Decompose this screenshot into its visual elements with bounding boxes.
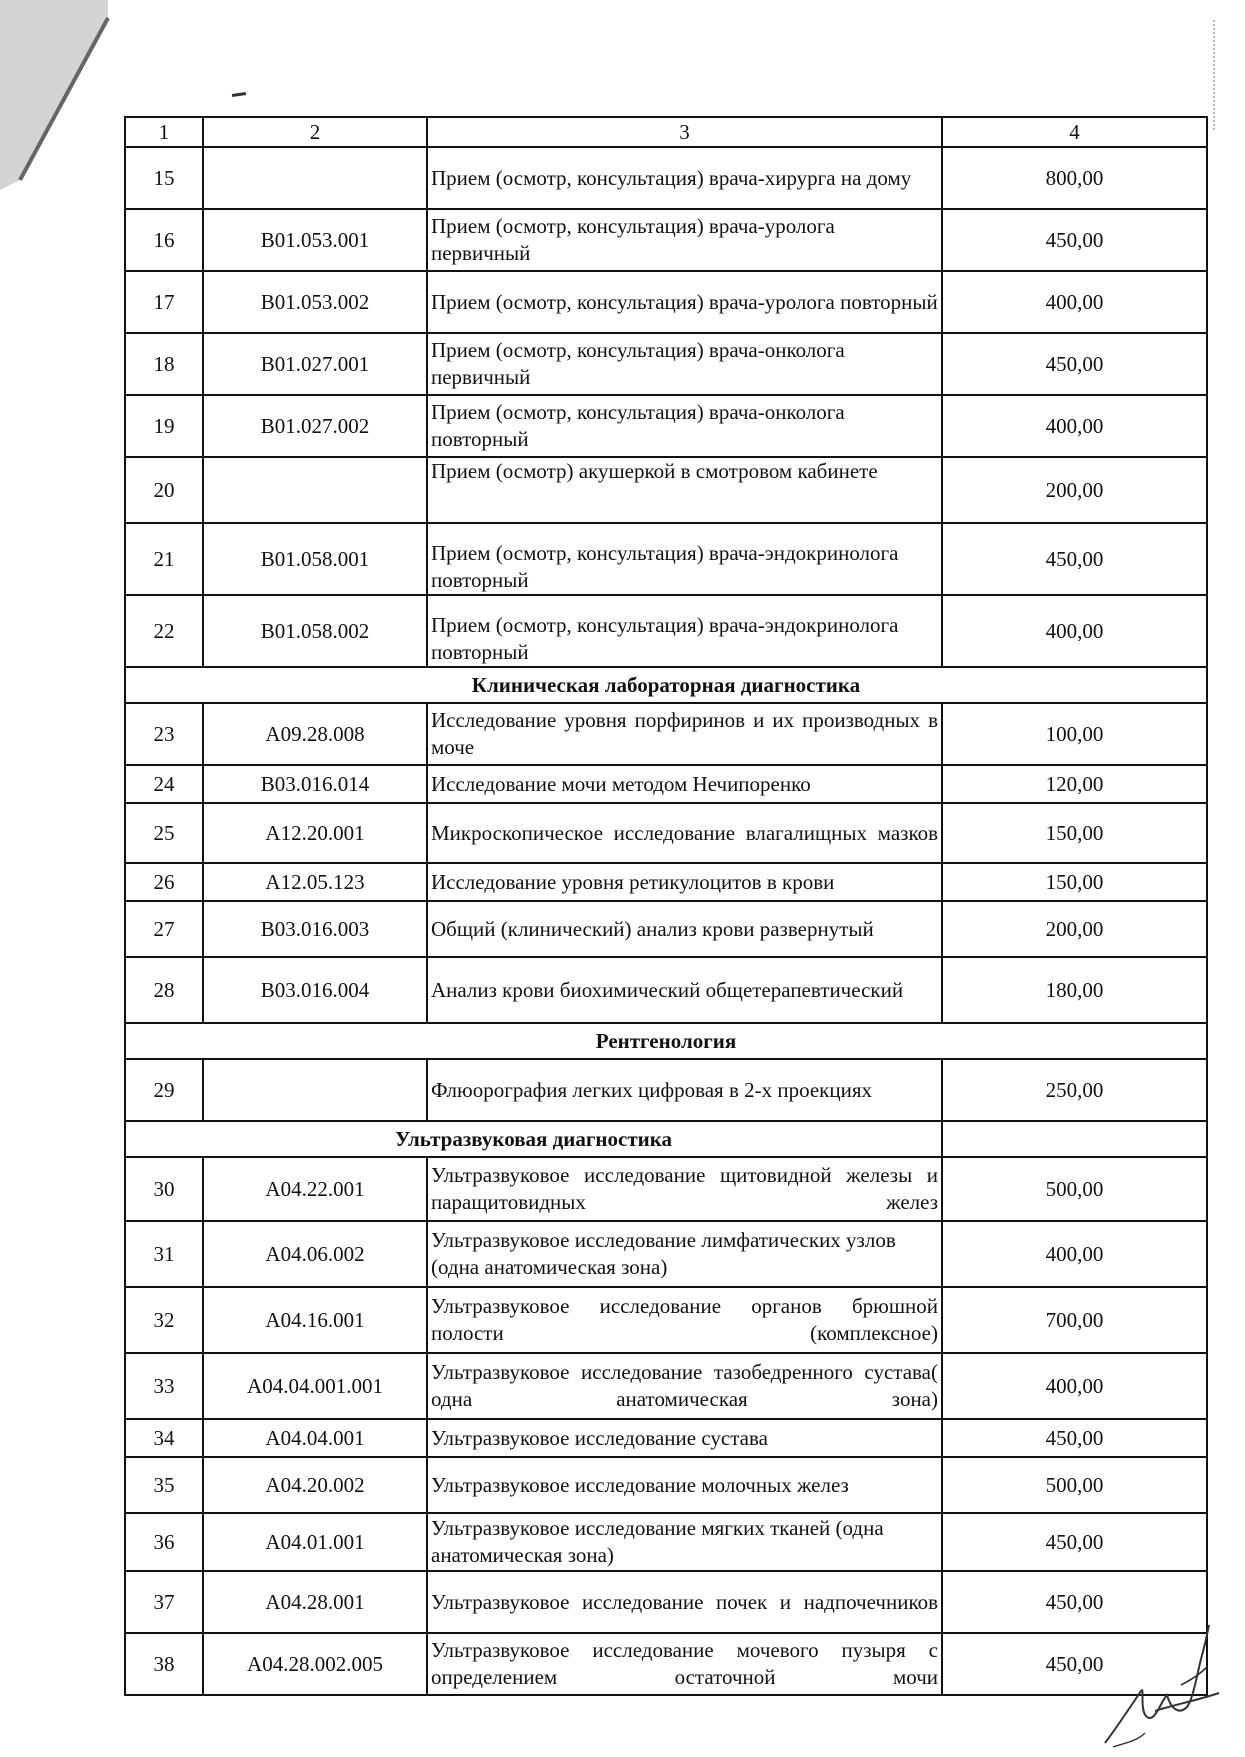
row-number: 38: [125, 1633, 203, 1695]
handwritten-signature: [1095, 1615, 1225, 1755]
service-price: 180,00: [942, 957, 1207, 1023]
service-price: 400,00: [942, 595, 1207, 667]
service-code: A04.04.001: [203, 1419, 427, 1457]
row-number: 21: [125, 523, 203, 595]
section-header-row: [125, 1023, 1207, 1059]
service-price: 800,00: [942, 147, 1207, 209]
service-name: Ультразвуковое исследование почек и надпочечников: [427, 1571, 942, 1633]
table-row: [125, 863, 1207, 901]
service-name: Ультразвуковое исследование тазобедренного сустава( одна анатомическая зона): [427, 1353, 942, 1419]
service-code: A12.20.001: [203, 803, 427, 863]
service-name: Ультразвуковое исследование молочных желез: [427, 1457, 942, 1513]
service-code: A04.28.001: [203, 1571, 427, 1633]
table-row: [125, 803, 1207, 863]
service-price: 400,00: [942, 395, 1207, 457]
row-number: 28: [125, 957, 203, 1023]
service-name: Анализ крови биохимический общетерапевтический: [427, 957, 942, 1023]
table-row: [125, 523, 1207, 595]
service-price: 400,00: [942, 271, 1207, 333]
scan-edge-dots: [1210, 20, 1215, 130]
service-name: Прием (осмотр, консультация) врача-уролога первичный: [427, 209, 942, 271]
service-price: 200,00: [942, 457, 1207, 523]
service-code: A04.04.001.001: [203, 1353, 427, 1419]
service-name: Исследование уровня порфиринов и их производных в моче: [427, 703, 942, 765]
table-row: [125, 1221, 1207, 1287]
table-row: [125, 333, 1207, 395]
row-number: 31: [125, 1221, 203, 1287]
service-code: A12.05.123: [203, 863, 427, 901]
table-row: [125, 957, 1207, 1023]
column-number-2: 2: [203, 117, 427, 147]
scan-shadow-corner: [0, 0, 120, 190]
service-code: B01.053.002: [203, 271, 427, 333]
empty-price-cell: [942, 1121, 1207, 1157]
service-code: A04.28.002.005: [203, 1633, 427, 1695]
service-price: 450,00: [942, 209, 1207, 271]
scan-stray-mark: [232, 92, 246, 97]
price-list-table: [124, 116, 1208, 1696]
table-row: [125, 765, 1207, 803]
service-code: A04.01.001: [203, 1513, 427, 1571]
row-number: 19: [125, 395, 203, 457]
row-number: 16: [125, 209, 203, 271]
service-price: 700,00: [942, 1287, 1207, 1353]
service-name: Общий (клинический) анализ крови развернутый: [427, 901, 942, 957]
service-code: B03.016.014: [203, 765, 427, 803]
price-list-body: [125, 117, 1207, 1695]
table-row: [125, 1157, 1207, 1221]
section-header-row: [125, 1121, 1207, 1157]
service-name: Микроскопическое исследование влагалищных мазков: [427, 803, 942, 863]
row-number: 33: [125, 1353, 203, 1419]
row-number: 25: [125, 803, 203, 863]
service-code: B01.058.002: [203, 595, 427, 667]
service-price: 450,00: [942, 1419, 1207, 1457]
service-code: [203, 147, 427, 209]
table-row: [125, 209, 1207, 271]
service-code: A09.28.008: [203, 703, 427, 765]
service-code: A04.22.001: [203, 1157, 427, 1221]
service-name: Прием (осмотр, консультация) врача-онколога первичный: [427, 333, 942, 395]
service-price: 100,00: [942, 703, 1207, 765]
service-price: 450,00: [942, 333, 1207, 395]
row-number: 24: [125, 765, 203, 803]
row-number: 37: [125, 1571, 203, 1633]
table-row: [125, 703, 1207, 765]
table-row: [125, 1513, 1207, 1571]
table-row: [125, 1353, 1207, 1419]
service-name: Прием (осмотр, консультация) врача-онколога повторный: [427, 395, 942, 457]
table-row: [125, 1287, 1207, 1353]
row-number: 29: [125, 1059, 203, 1121]
service-code: B01.053.001: [203, 209, 427, 271]
row-number: 18: [125, 333, 203, 395]
row-number: 26: [125, 863, 203, 901]
service-price: 120,00: [942, 765, 1207, 803]
column-number-4: 4: [942, 117, 1207, 147]
service-name: Прием (осмотр) акушеркой в смотровом кабинете: [427, 457, 942, 523]
row-number: 23: [125, 703, 203, 765]
service-price: 450,00: [942, 523, 1207, 595]
service-price: 450,00: [942, 1513, 1207, 1571]
service-code: B03.016.003: [203, 901, 427, 957]
service-name: Прием (осмотр, консультация) врача-уролога повторный: [427, 271, 942, 333]
table-row: [125, 271, 1207, 333]
row-number: 34: [125, 1419, 203, 1457]
table-row: [125, 901, 1207, 957]
service-code: B03.016.004: [203, 957, 427, 1023]
service-price: 450,00: [942, 1633, 1207, 1695]
row-number: 15: [125, 147, 203, 209]
service-name: Прием (осмотр, консультация) врача-эндокринолога повторный: [427, 523, 942, 595]
table-row: [125, 1059, 1207, 1121]
service-price: 500,00: [942, 1457, 1207, 1513]
service-price: 250,00: [942, 1059, 1207, 1121]
row-number: 30: [125, 1157, 203, 1221]
service-price: 400,00: [942, 1353, 1207, 1419]
service-price: 400,00: [942, 1221, 1207, 1287]
service-name: Флюорография легких цифровая в 2-х проекциях: [427, 1059, 942, 1121]
section-header-row: [125, 667, 1207, 703]
row-number: 22: [125, 595, 203, 667]
service-price: 200,00: [942, 901, 1207, 957]
row-number: 32: [125, 1287, 203, 1353]
table-row: [125, 595, 1207, 667]
row-number: 20: [125, 457, 203, 523]
service-code: A04.06.002: [203, 1221, 427, 1287]
service-name: Ультразвуковое исследование лимфатических узлов (одна анатомическая зона): [427, 1221, 942, 1287]
column-number-1: 1: [125, 117, 203, 147]
column-number-row: [125, 117, 1207, 147]
service-price: 150,00: [942, 863, 1207, 901]
service-name: Исследование уровня ретикулоцитов в крови: [427, 863, 942, 901]
row-number: 17: [125, 271, 203, 333]
table-row: [125, 395, 1207, 457]
service-name: Ультразвуковое исследование мочевого пузыря с определением остаточной мочи: [427, 1633, 942, 1695]
table-row: [125, 1571, 1207, 1633]
column-number-3: 3: [427, 117, 942, 147]
service-name: Исследование мочи методом Нечипоренко: [427, 765, 942, 803]
table-row: [125, 147, 1207, 209]
service-price: 150,00: [942, 803, 1207, 863]
service-code: A04.16.001: [203, 1287, 427, 1353]
table-row: [125, 1419, 1207, 1457]
service-code: [203, 457, 427, 523]
row-number: 35: [125, 1457, 203, 1513]
service-code: B01.058.001: [203, 523, 427, 595]
table-row: [125, 1457, 1207, 1513]
section-title: Рентгенология: [125, 1023, 1207, 1059]
service-price: 500,00: [942, 1157, 1207, 1221]
section-title: Ультразвуковая диагностика: [125, 1121, 942, 1157]
service-code: A04.20.002: [203, 1457, 427, 1513]
row-number: 27: [125, 901, 203, 957]
service-code: [203, 1059, 427, 1121]
table-row: [125, 1633, 1207, 1695]
service-name: Прием (осмотр, консультация) врача-хирурга на дому: [427, 147, 942, 209]
row-number: 36: [125, 1513, 203, 1571]
table-row: [125, 457, 1207, 523]
service-name: Ультразвуковое исследование органов брюшной полости (комплексное): [427, 1287, 942, 1353]
service-name: Ультразвуковое исследование сустава: [427, 1419, 942, 1457]
service-price: 450,00: [942, 1571, 1207, 1633]
service-name: Прием (осмотр, консультация) врача-эндокринолога повторный: [427, 595, 942, 667]
service-code: B01.027.002: [203, 395, 427, 457]
service-name: Ультразвуковое исследование щитовидной железы и паращитовидных желез: [427, 1157, 942, 1221]
service-code: B01.027.001: [203, 333, 427, 395]
service-name: Ультразвуковое исследование мягких тканей (одна анатомическая зона): [427, 1513, 942, 1571]
section-title: Клиническая лабораторная диагностика: [125, 667, 1207, 703]
